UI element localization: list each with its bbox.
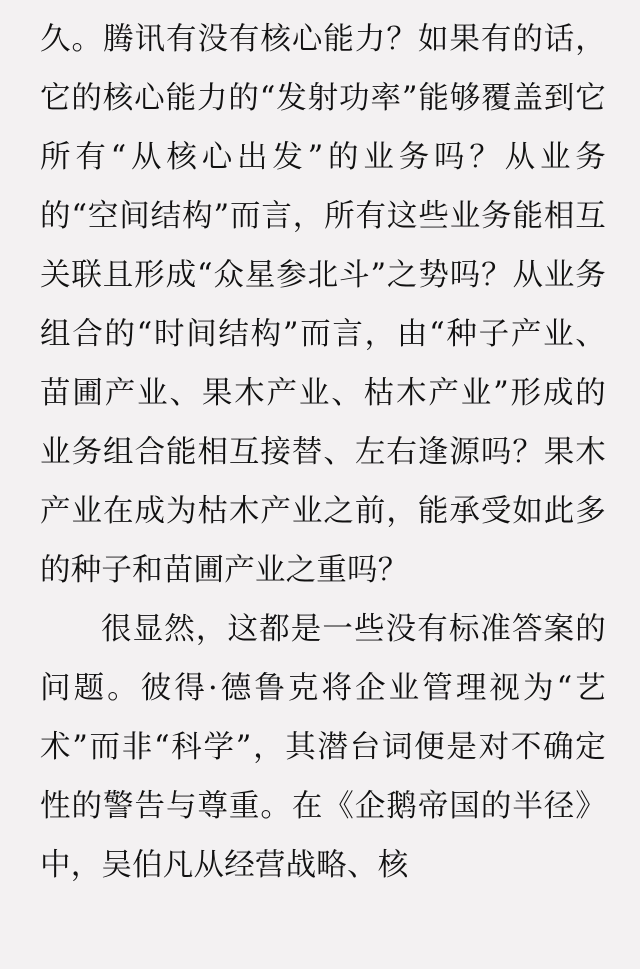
- paragraph-2: 很显然，这都是一些没有标准答案的问题。彼得·德鲁克将企业管理视为“艺术”而非“科学”，其潜台词便是对不确定性的警告与尊重。在《企鹅帝国的半径》中，吴伯凡从经营战略、核: [40, 612, 606, 883]
- document-body: [40, 10, 606, 895]
- paragraph-1: 久。腾讯有没有核心能力？如果有的话，它的核心能力的“发射功率”能够覆盖到它所有“从核心出发”的业务吗？从业务的“空间结构”而言，所有这些业务能相互关联且形成“众星参北斗”之势吗？从业务组合的“时间结构”而言，由“种子产业、苗圃产业、果木产业、枯木产业”形成的业务组合能相互接替、左右逢源吗？果木产业在成为枯木产业之前，能承受如此多的种子和苗圃产业之重吗？: [40, 22, 606, 588]
